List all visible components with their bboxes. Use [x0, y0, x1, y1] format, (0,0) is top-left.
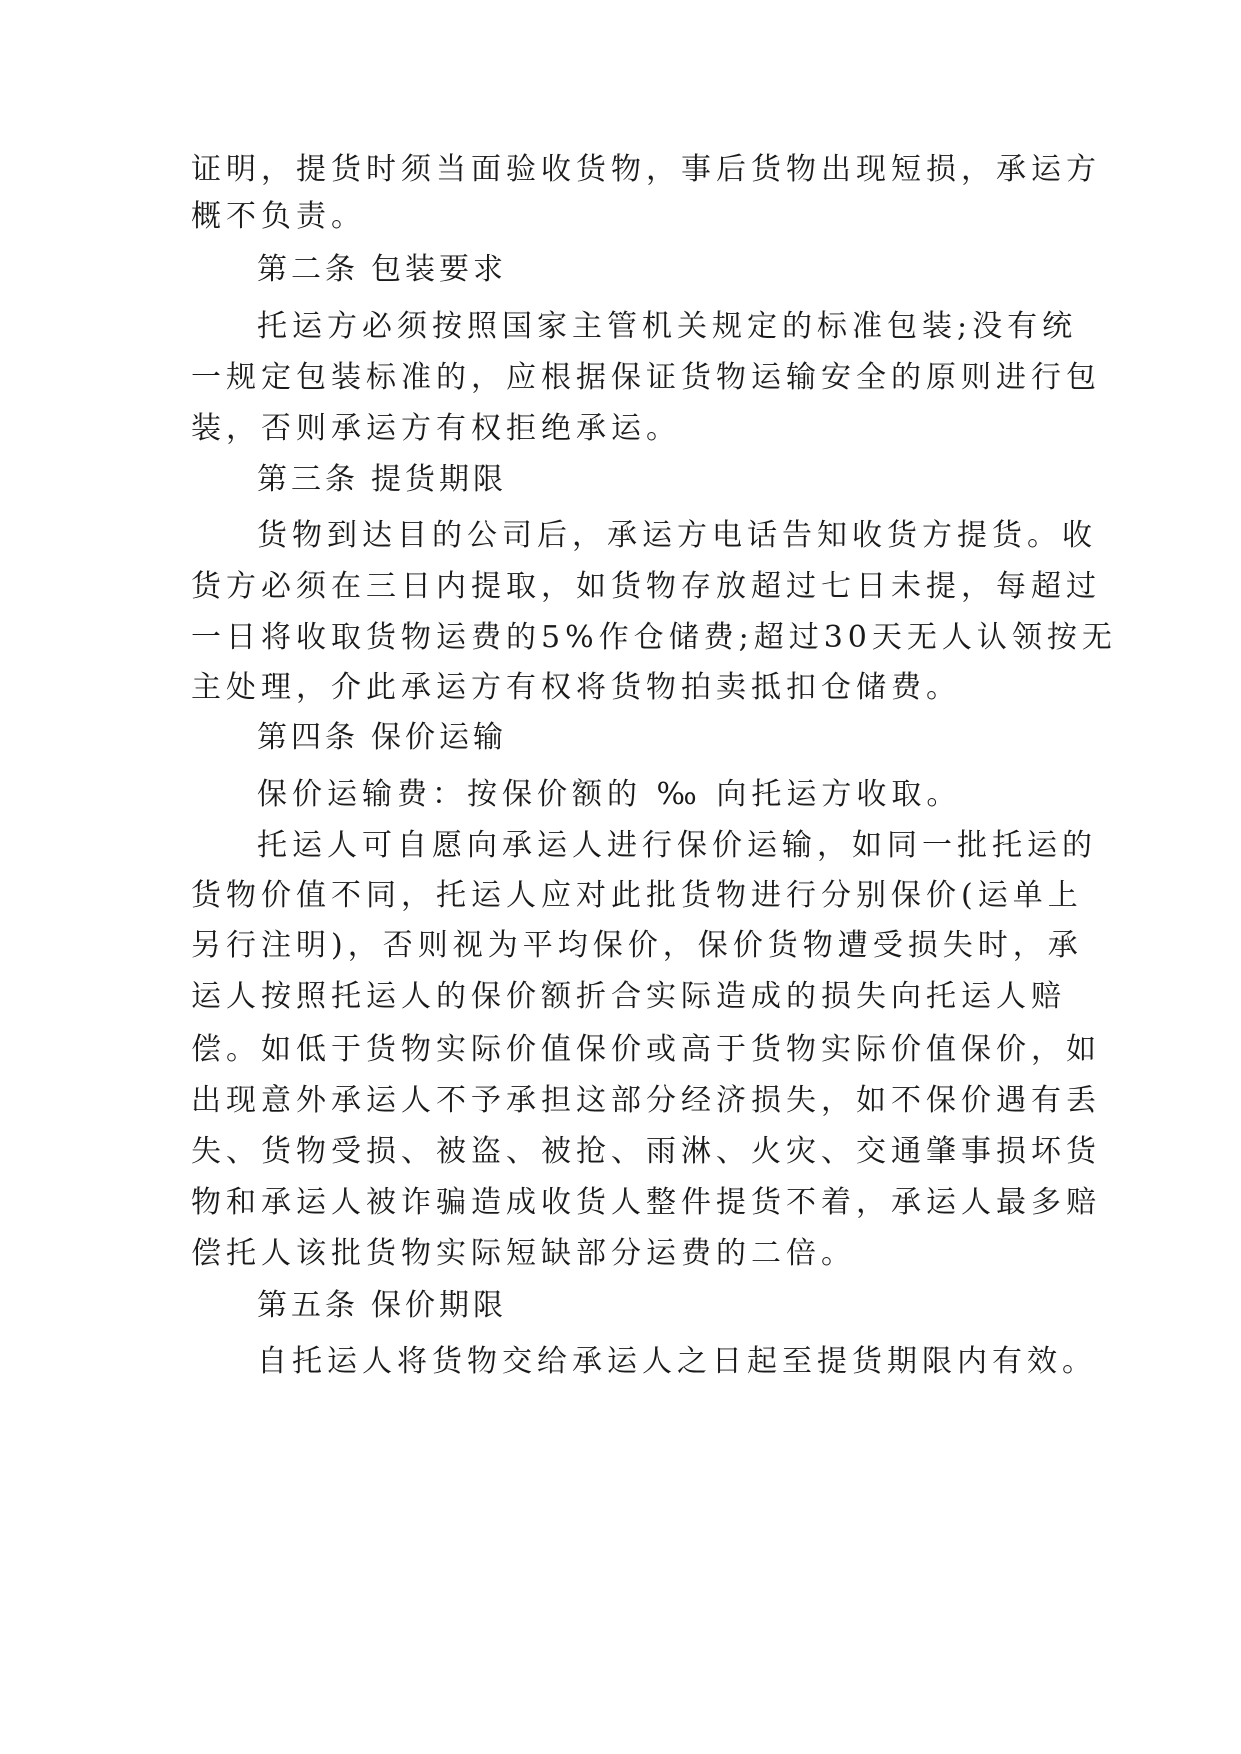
paragraph-line: 装，否则承运方有权拒绝承运。	[191, 411, 681, 446]
article-heading	[257, 250, 507, 290]
paragraph-line: 概不负责。	[191, 199, 366, 234]
paragraph-line: 保价运输费：按保价额的 ‰ 向托运方收取。	[257, 777, 962, 812]
paragraph-line: 偿。如低于货物实际价值保价或高于货物实际价值保价，如	[191, 1032, 1101, 1067]
paragraph-line: 另行注明)，否则视为平均保价，保价货物遭受损失时，承	[191, 928, 1083, 963]
article-heading	[257, 718, 507, 758]
paragraph-line: 托运方必须按照国家主管机关规定的标准包装;没有统	[257, 309, 1078, 344]
paragraph-line: 证明，提货时须当面验收货物，事后货物出现短损，承运方	[191, 152, 1101, 187]
paragraph-line: 托运人可自愿向承运人进行保价运输，如同一批托运的	[257, 828, 1097, 863]
article-number: 第二条	[257, 252, 359, 287]
paragraph-line: 一日将收取货物运费的5%作仓储费;超过30天无人认领按无	[191, 620, 1117, 655]
article-number: 第四条	[257, 720, 359, 755]
paragraph-line: 运人按照托运人的保价额折合实际造成的损失向托运人赔	[191, 979, 1066, 1014]
article-heading	[257, 460, 507, 500]
article-number: 第三条	[257, 462, 359, 497]
paragraph-line: 货方必须在三日内提取，如货物存放超过七日未提，每超过	[191, 569, 1101, 604]
paragraph-line: 一规定包装标准的，应根据保证货物运输安全的原则进行包	[191, 360, 1101, 395]
paragraph-line: 偿托人该批货物实际短缺部分运费的二倍。	[191, 1236, 856, 1271]
article-number: 第五条	[257, 1288, 359, 1323]
article-title: 包装要求	[371, 252, 507, 287]
paragraph-line: 货物到达目的公司后，承运方电话告知收货方提货。收	[257, 518, 1097, 553]
paragraph-line: 自托运人将货物交给承运人之日起至提货期限内有效。	[257, 1344, 1097, 1379]
paragraph-line: 出现意外承运人不予承担这部分经济损失，如不保价遇有丢	[191, 1083, 1101, 1118]
paragraph-line: 失、货物受损、被盗、被抢、雨淋、火灾、交通肇事损坏货	[191, 1134, 1101, 1169]
paragraph-line: 主处理，介此承运方有权将货物拍卖抵扣仓储费。	[191, 670, 961, 705]
article-title: 提货期限	[371, 462, 507, 497]
article-title: 保价运输	[371, 720, 507, 755]
article-title: 保价期限	[371, 1288, 507, 1323]
paragraph-line: 物和承运人被诈骗造成收货人整件提货不着，承运人最多赔	[191, 1185, 1101, 1220]
article-heading	[257, 1286, 507, 1326]
paragraph-line: 货物价值不同，托运人应对此批货物进行分别保价(运单上	[191, 878, 1083, 913]
